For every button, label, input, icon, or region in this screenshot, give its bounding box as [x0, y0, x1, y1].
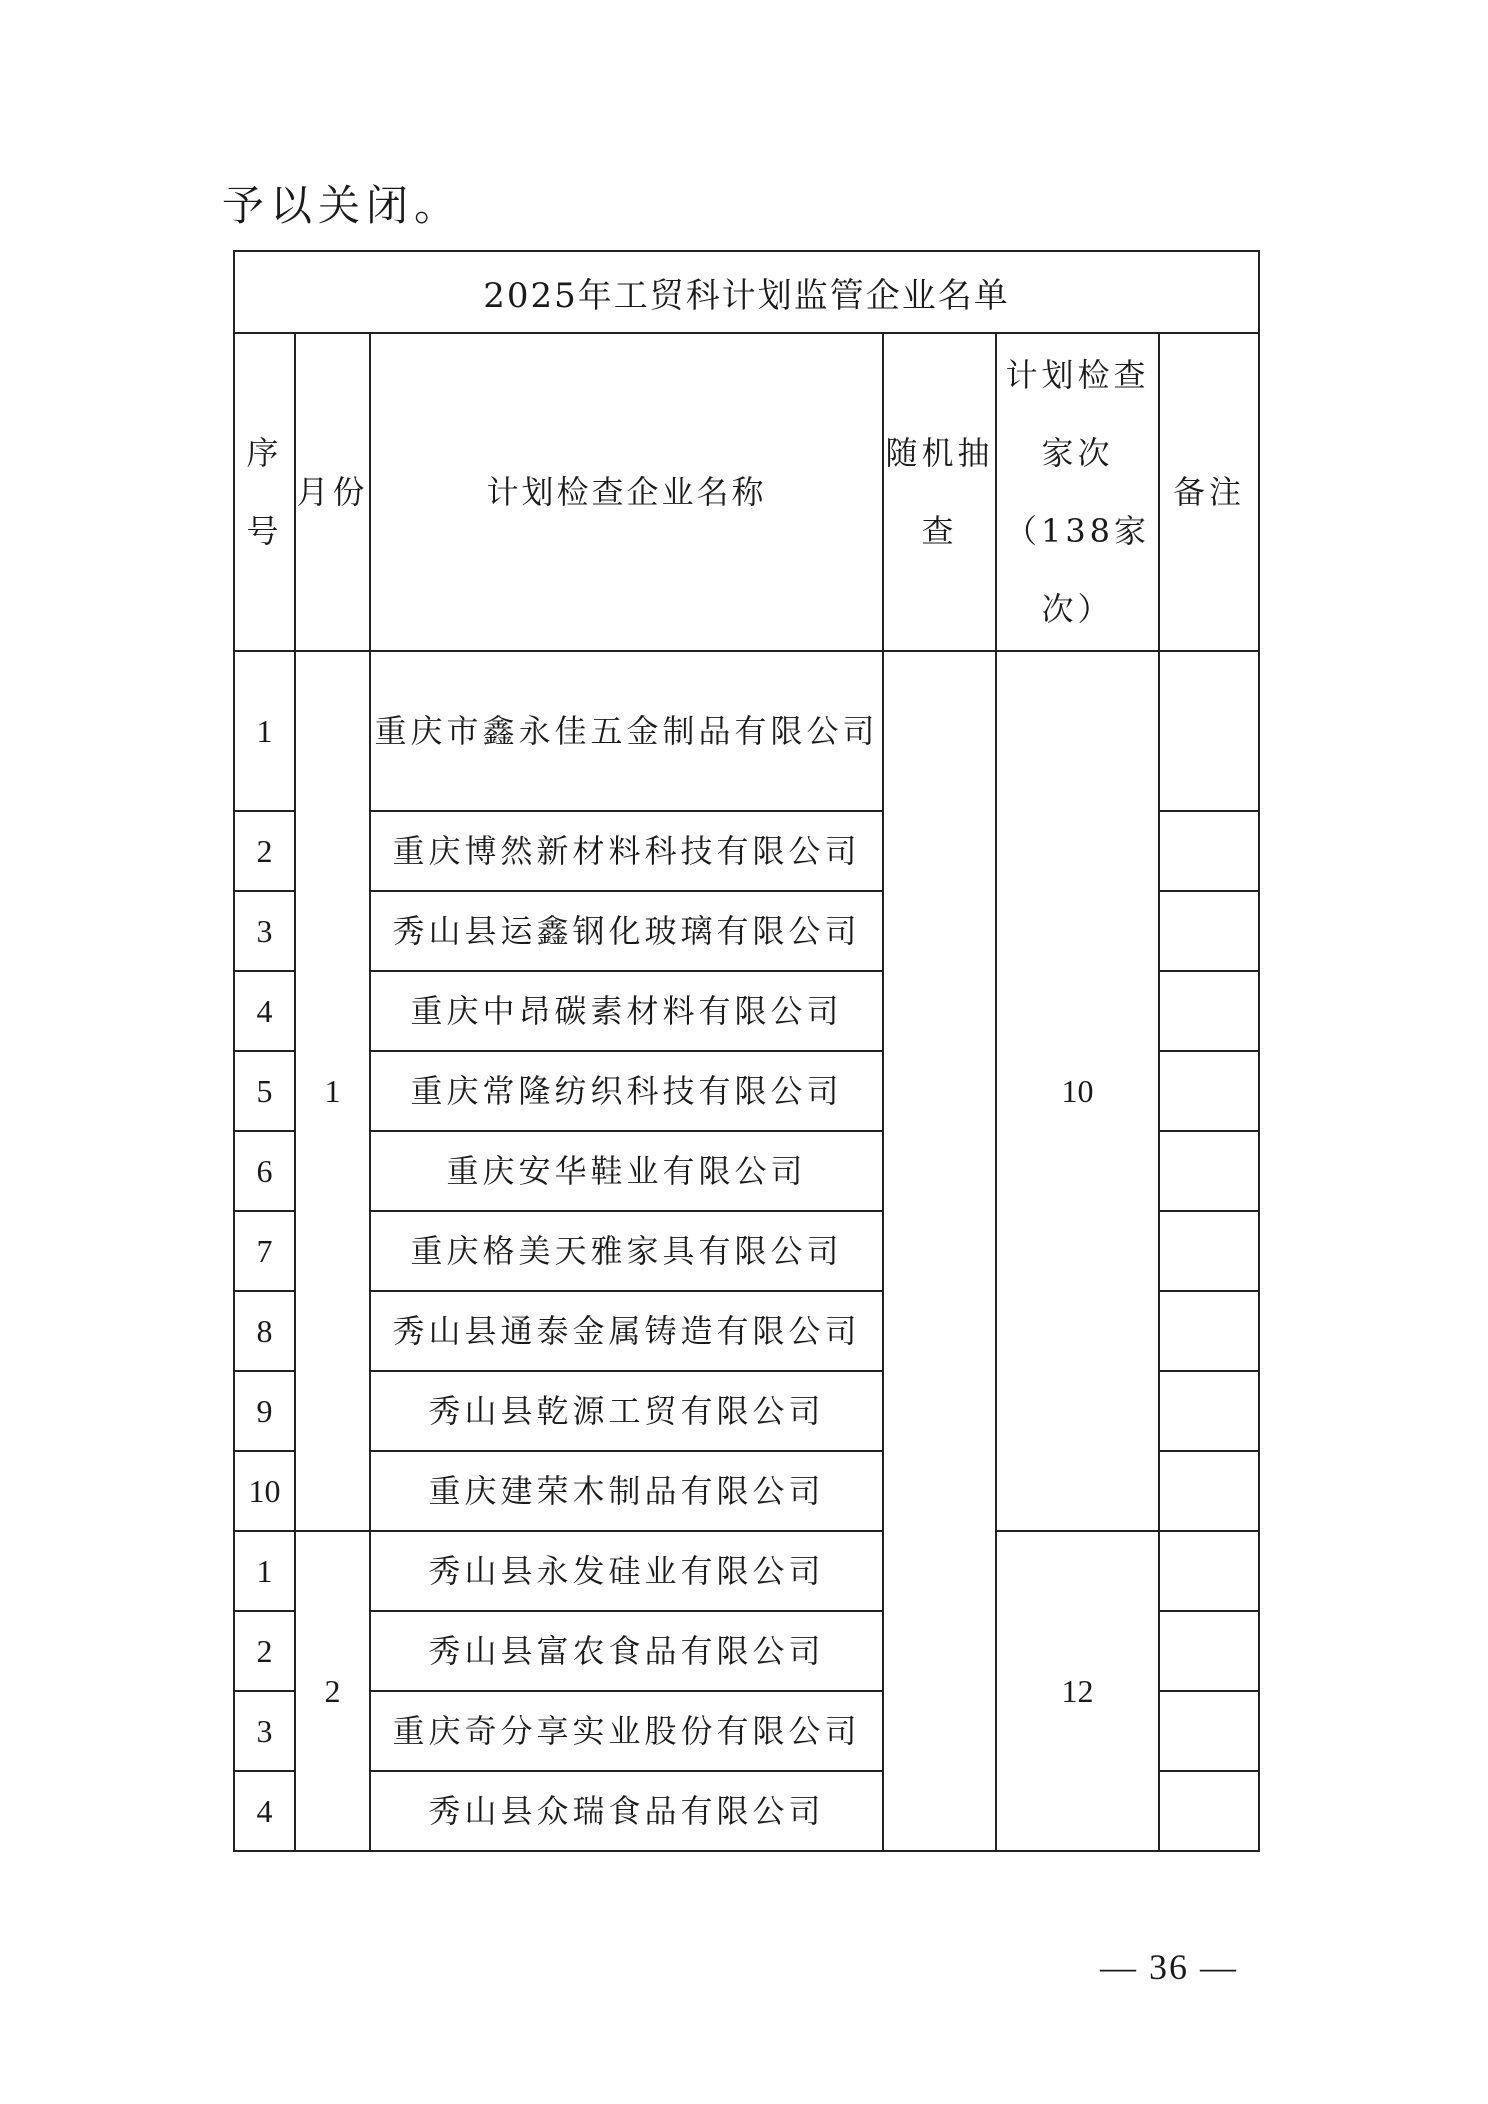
company-name-cell: 重庆安华鞋业有限公司 [370, 1131, 883, 1211]
note-cell [1159, 1051, 1259, 1131]
header-note: 备注 [1159, 333, 1259, 651]
note-cell [1159, 1771, 1259, 1851]
company-name-cell: 重庆格美天雅家具有限公司 [370, 1211, 883, 1291]
header-month: 月份 [295, 333, 370, 651]
table-title: 2025年工贸科计划监管企业名单 [234, 251, 1259, 333]
company-name-cell: 秀山县通泰金属铸造有限公司 [370, 1291, 883, 1371]
note-cell [1159, 891, 1259, 971]
note-cell [1159, 811, 1259, 891]
company-name-cell: 秀山县众瑞食品有限公司 [370, 1771, 883, 1851]
note-cell [1159, 1211, 1259, 1291]
company-name-cell: 秀山县乾源工贸有限公司 [370, 1371, 883, 1451]
seq-cell: 3 [234, 891, 295, 971]
company-name-cell: 重庆常隆纺织科技有限公司 [370, 1051, 883, 1131]
seq-cell: 2 [234, 811, 295, 891]
planned-count-cell: 12 [996, 1531, 1159, 1851]
company-name-cell: 秀山县永发硅业有限公司 [370, 1531, 883, 1611]
company-name-cell: 秀山县富农食品有限公司 [370, 1611, 883, 1691]
note-cell [1159, 1691, 1259, 1771]
seq-cell: 1 [234, 651, 295, 811]
seq-cell: 8 [234, 1291, 295, 1371]
header-seq: 序号 [234, 333, 295, 651]
company-name-cell: 重庆市鑫永佳五金制品有限公司 [370, 651, 883, 811]
note-cell [1159, 1371, 1259, 1451]
table-row [234, 651, 1259, 811]
table-row [234, 1531, 1259, 1611]
header-random-check: 随机抽查 [883, 333, 996, 651]
header-company-name: 计划检查企业名称 [370, 333, 883, 651]
note-cell [1159, 1611, 1259, 1691]
note-cell [1159, 971, 1259, 1051]
enterprise-list-table [233, 250, 1260, 1852]
lead-text: 予以关闭。 [222, 181, 463, 230]
note-cell [1159, 1291, 1259, 1371]
month-cell: 1 [295, 651, 370, 1531]
note-cell [1159, 1531, 1259, 1611]
seq-cell: 4 [234, 1771, 295, 1851]
company-name-cell: 重庆奇分享实业股份有限公司 [370, 1691, 883, 1771]
random-check-cell [883, 651, 996, 1851]
note-cell [1159, 651, 1259, 811]
seq-cell: 5 [234, 1051, 295, 1131]
company-name-cell: 重庆博然新材料科技有限公司 [370, 811, 883, 891]
note-cell [1159, 1451, 1259, 1531]
month-cell: 2 [295, 1531, 370, 1851]
seq-cell: 10 [234, 1451, 295, 1531]
company-name-cell: 秀山县运鑫钢化玻璃有限公司 [370, 891, 883, 971]
note-cell [1159, 1131, 1259, 1211]
seq-cell: 1 [234, 1531, 295, 1611]
header-planned-count: 计划检查家次（138家次） [996, 333, 1159, 651]
company-name-cell: 重庆中昂碳素材料有限公司 [370, 971, 883, 1051]
seq-cell: 9 [234, 1371, 295, 1451]
planned-count-cell: 10 [996, 651, 1159, 1531]
seq-cell: 6 [234, 1131, 295, 1211]
seq-cell: 7 [234, 1211, 295, 1291]
seq-cell: 3 [234, 1691, 295, 1771]
seq-cell: 2 [234, 1611, 295, 1691]
page-number: — 36 — [1100, 1947, 1238, 1987]
seq-cell: 4 [234, 971, 295, 1051]
company-name-cell: 重庆建荣木制品有限公司 [370, 1451, 883, 1531]
